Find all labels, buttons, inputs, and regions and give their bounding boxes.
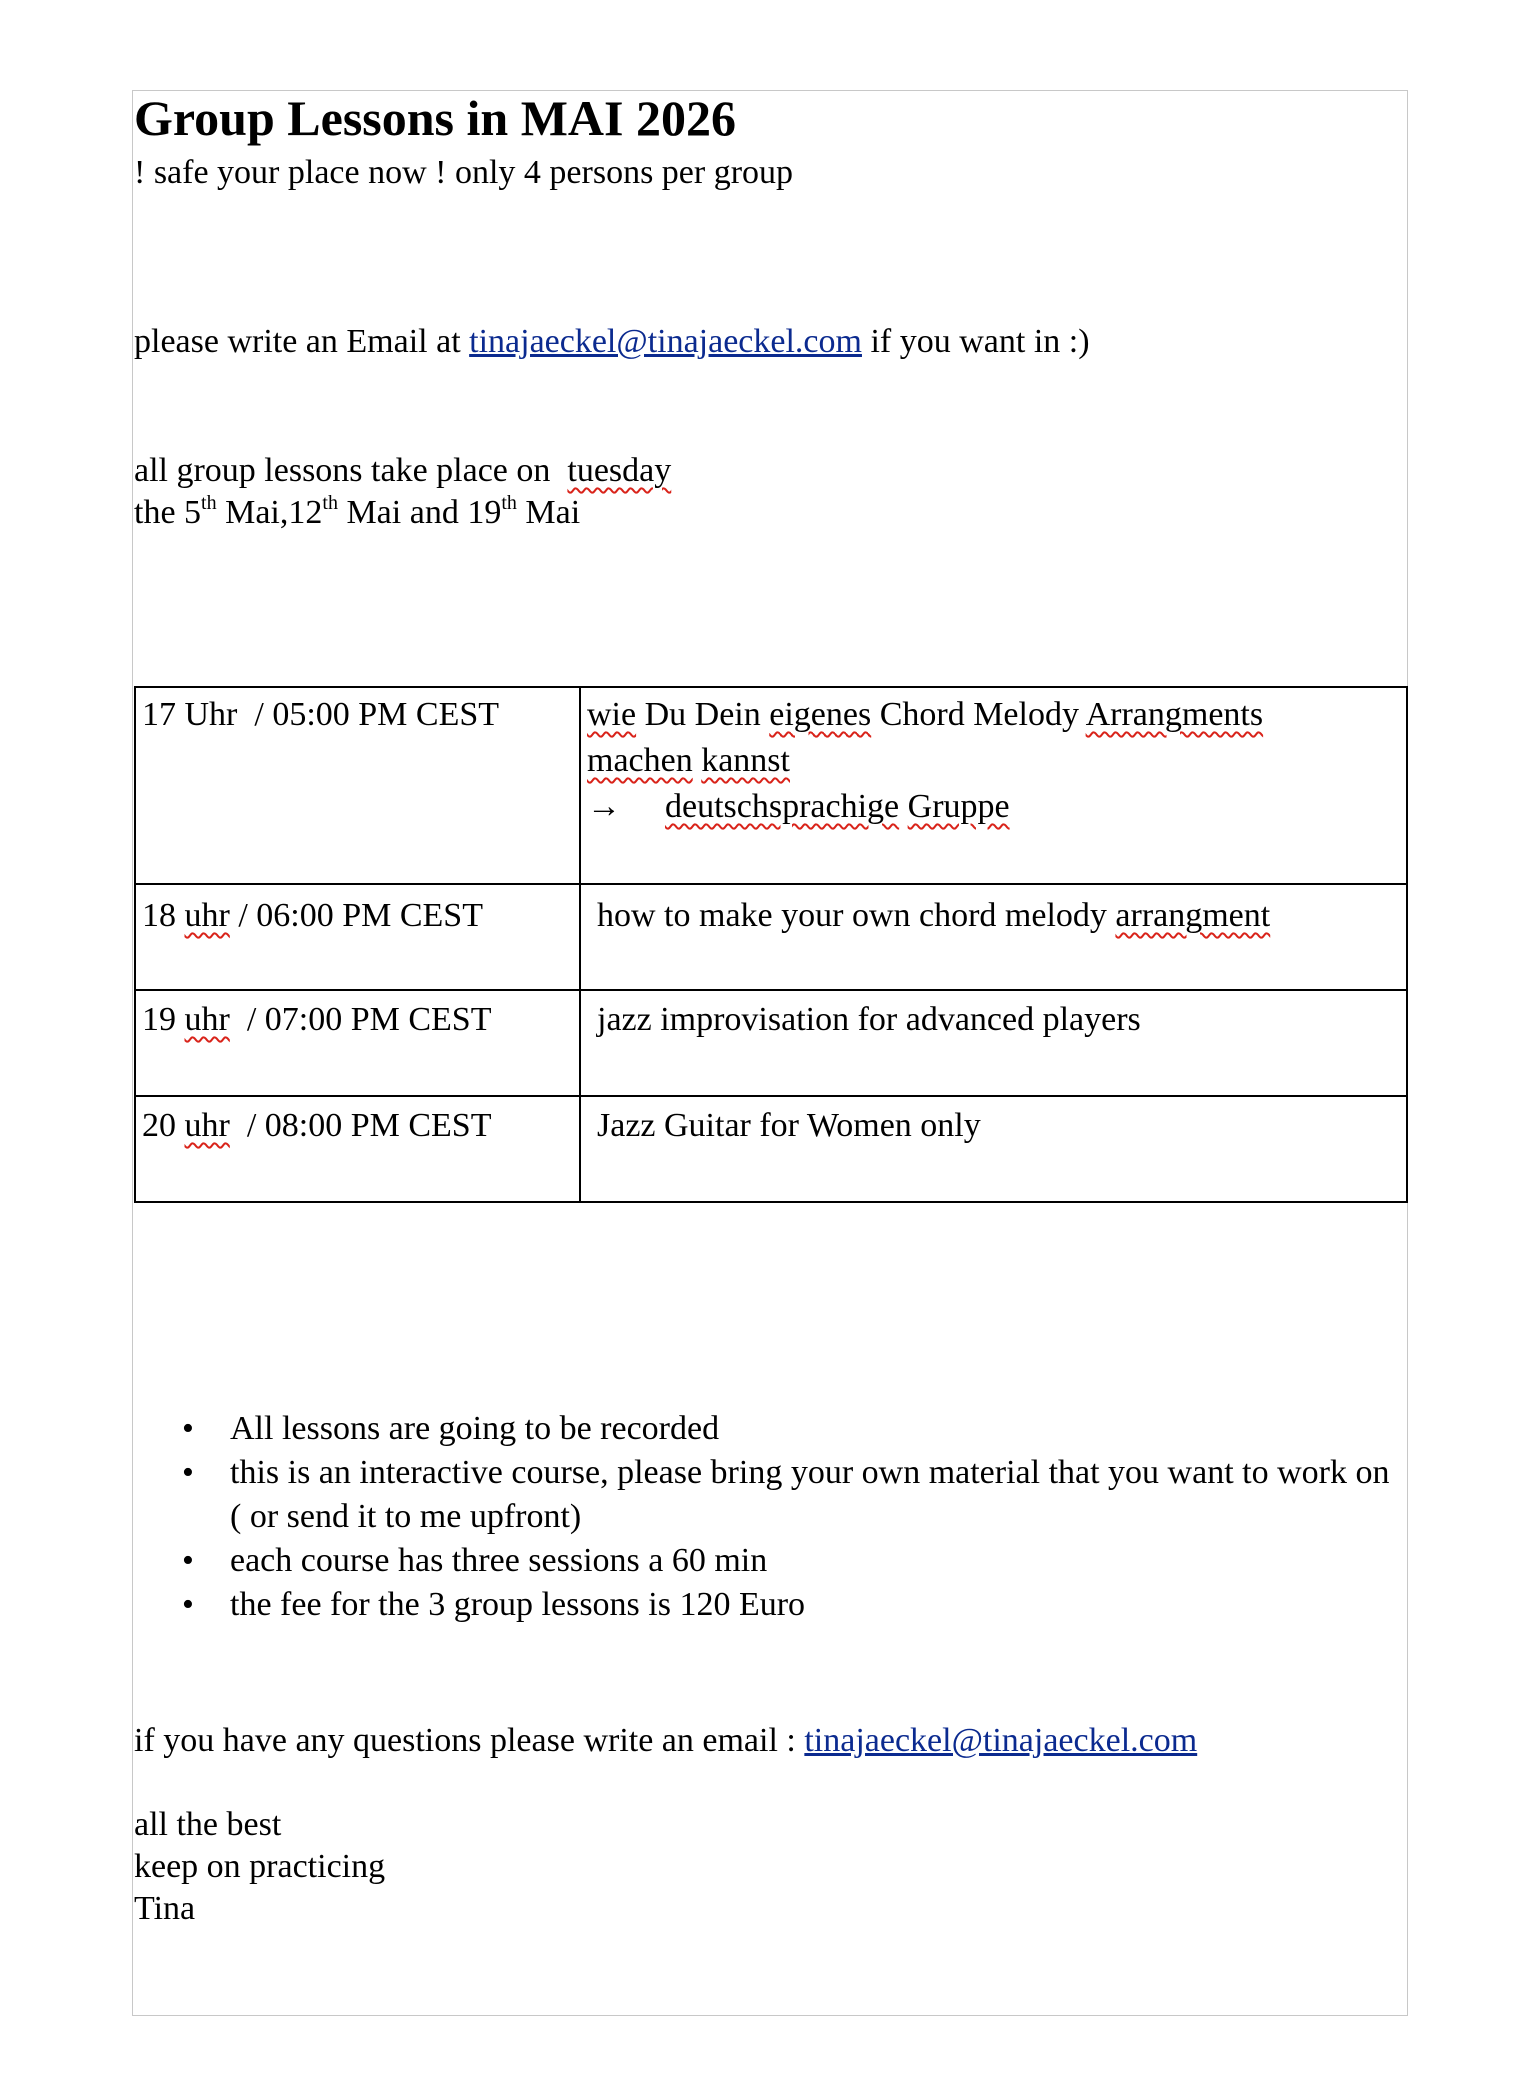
date-text-4: Mai (516, 494, 581, 531)
time-rest: / 08:00 PM CEST (229, 1107, 492, 1144)
date-text-2: Mai,12 (216, 494, 323, 531)
time-uhr: uhr (184, 1107, 230, 1144)
note-text: this is an interactive course, please bring your own material that you want to work on ( or send it to me upfront) (230, 1454, 1390, 1535)
topic-cell (580, 884, 1407, 990)
time-cell (135, 884, 580, 990)
ordinal-2: th (322, 492, 338, 514)
bullet-icon: • (182, 1454, 194, 1491)
topic-word (899, 788, 908, 825)
date-text-3: Mai and 19 (337, 494, 502, 531)
bullet-icon: • (182, 1410, 194, 1447)
topic-main: how to make your own chord melody (597, 897, 1116, 934)
topic-text: Jazz Guitar for Women only (597, 1107, 981, 1144)
time-uhr: uhr (184, 1001, 230, 1038)
bullet-icon: • (182, 1586, 194, 1623)
time-text: 17 Uhr / 05:00 PM CEST (142, 696, 500, 733)
note-text: each course has three sessions a 60 min (230, 1542, 768, 1579)
time-hour: 19 (142, 1001, 185, 1038)
email-intro-after: if you want in :) (861, 323, 1090, 360)
schedule-table (134, 686, 1408, 1203)
topic-text: jazz improvisation for advanced players (597, 1001, 1141, 1038)
note-text: All lessons are going to be recorded (230, 1410, 720, 1447)
date-text-1: the 5 (134, 494, 202, 531)
topic-line-2 (587, 738, 1400, 784)
topic-cell (580, 1096, 1407, 1202)
topic-word: arrangment (1115, 897, 1271, 934)
ordinal-1: th (201, 492, 217, 514)
topic-word: deutschsprachige (665, 788, 900, 825)
table-row (135, 884, 1407, 990)
time-cell (135, 1096, 580, 1202)
topic-word: machen (587, 742, 693, 779)
email-link[interactable]: tinajaeckel@tinajaeckel.com (469, 323, 862, 360)
time-rest: / 06:00 PM CEST (229, 897, 483, 934)
table-row (135, 687, 1407, 884)
ordinal-3: th (501, 492, 517, 514)
topic-word: Du Dein (636, 696, 770, 733)
list-item (182, 1407, 1394, 1451)
time-cell (135, 687, 580, 884)
subtitle: ! safe your place now ! only 4 persons per group (134, 154, 794, 191)
email-intro-before: please write an Email at (134, 323, 470, 360)
topic-cell (580, 687, 1407, 884)
table-row (135, 1096, 1407, 1202)
time-hour: 18 (142, 897, 185, 934)
days-prefix: all group lessons take place on (134, 452, 568, 489)
email-intro (134, 321, 1090, 363)
signature-name: Tina (134, 1890, 196, 1927)
list-item (182, 1583, 1394, 1627)
topic-word: kannst (701, 742, 790, 779)
time-uhr: uhr (184, 897, 230, 934)
list-item (182, 1451, 1394, 1539)
topic-text (587, 893, 1400, 939)
bullet-icon: • (182, 1542, 194, 1579)
dates-line (134, 492, 580, 534)
closing-line: keep on practicing (134, 1848, 386, 1885)
days-intro (134, 450, 671, 492)
topic-word: Chord Melody (871, 696, 1086, 733)
time-cell (135, 990, 580, 1096)
topic-line-1 (587, 692, 1400, 738)
topic-line-3 (587, 784, 1400, 830)
contact-email-link[interactable]: tinajaeckel@tinajaeckel.com (804, 1722, 1198, 1759)
topic-word: Gruppe (907, 788, 1010, 825)
day-name: tuesday (567, 452, 672, 489)
note-text: the fee for the 3 group lessons is 120 Euro (230, 1586, 806, 1623)
topic-word: Arrangments (1085, 696, 1264, 733)
questions-line (134, 1720, 1197, 1762)
topic-word: wie (587, 696, 637, 733)
topic-word: eigenes (769, 696, 872, 733)
arrow-right-icon: → (587, 788, 621, 825)
questions-text: if you have any questions please write an email : (134, 1722, 805, 1759)
closing-signature (134, 1804, 385, 1930)
time-rest: / 07:00 PM CEST (229, 1001, 492, 1038)
closing-line: all the best (134, 1806, 282, 1843)
list-item (182, 1539, 1394, 1583)
topic-word (693, 742, 702, 779)
table-row (135, 990, 1407, 1096)
notes-list (134, 1407, 1394, 1627)
page-title: Group Lessons in MAI 2026 (134, 90, 736, 146)
topic-cell (580, 990, 1407, 1096)
time-hour: 20 (142, 1107, 185, 1144)
